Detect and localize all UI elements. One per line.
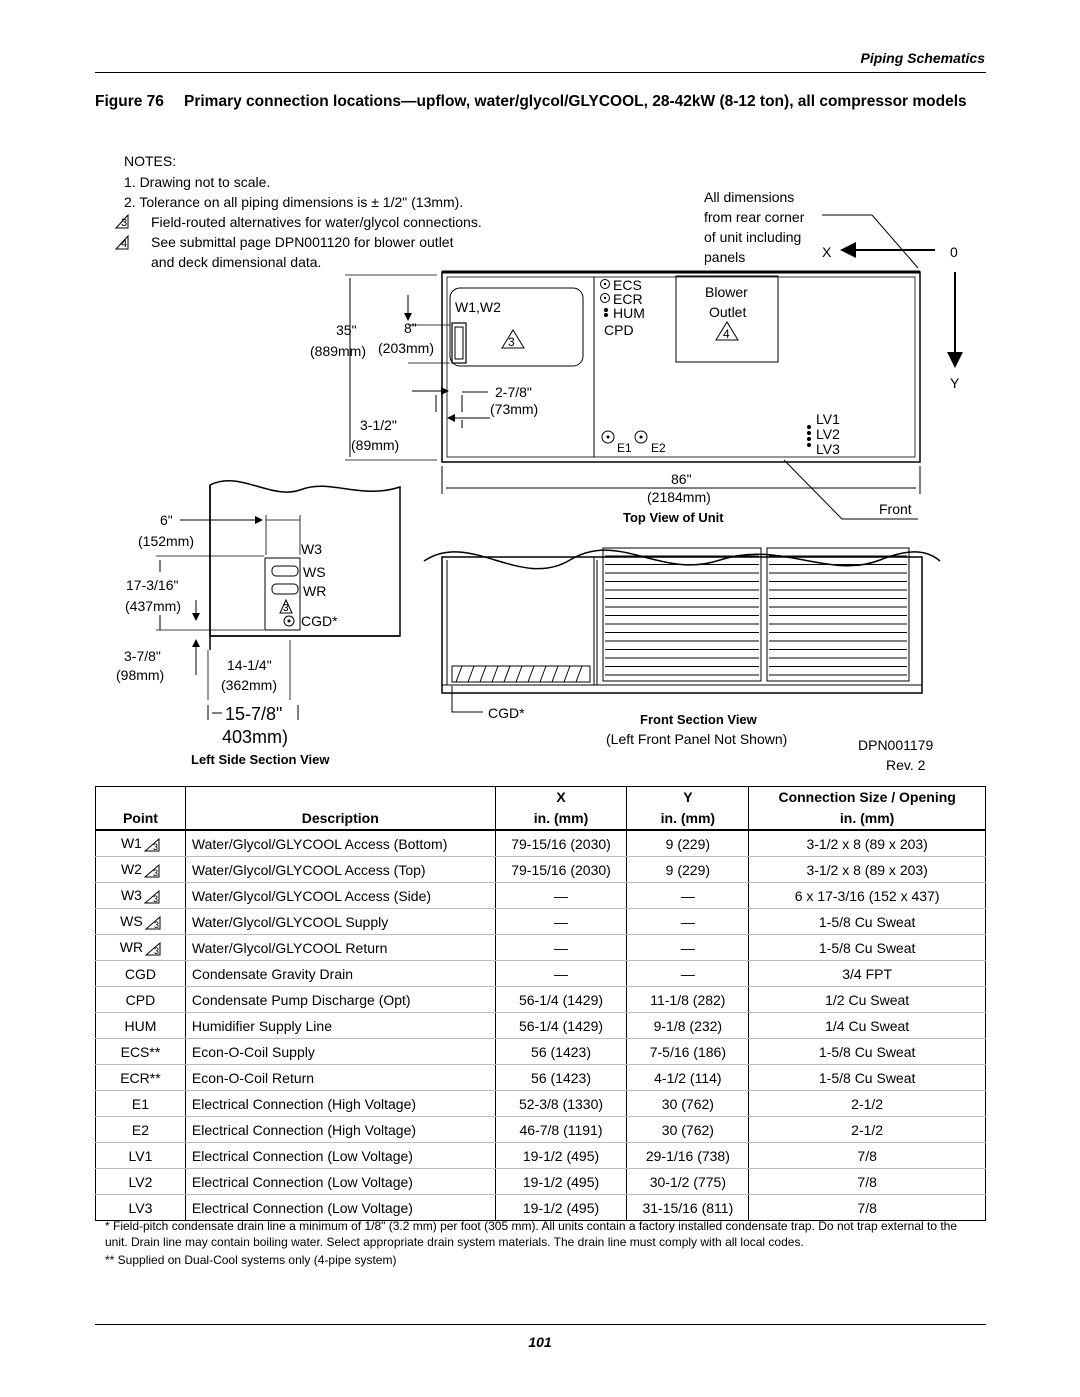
- cell-size: 3-1/2 x 8 (89 x 203): [749, 857, 986, 883]
- top-view-unit: [442, 272, 920, 462]
- w3-label: W3: [301, 541, 322, 557]
- dim-86: 86": [671, 471, 692, 487]
- cell-x: —: [495, 883, 627, 909]
- cell-size: 1/4 Cu Sweat: [749, 1013, 986, 1039]
- cell-point: W3 3: [96, 883, 186, 909]
- cell-point: ECS**: [96, 1039, 186, 1065]
- cell-point: WR 3: [96, 935, 186, 961]
- header-rule: [95, 72, 986, 73]
- col-point-header: Point: [96, 808, 186, 830]
- cell-size: 3-1/2 x 8 (89 x 203): [749, 830, 986, 857]
- dim-403: 403mm): [222, 727, 289, 747]
- cell-y: 29-1/16 (738): [627, 1143, 749, 1169]
- note-4-line1: See submittal page DPN001120 for blower outlet: [151, 234, 454, 250]
- footer-rule: [95, 1324, 986, 1325]
- cell-point: ECR**: [96, 1065, 186, 1091]
- dims-note-3: of unit including: [704, 229, 802, 245]
- cell-description: Electrical Connection (Low Voltage): [185, 1143, 495, 1169]
- footnote-2: ** Supplied on Dual-Cool systems only (4-pipe system): [105, 1253, 397, 1267]
- dim-14: 14-1/4": [227, 657, 272, 673]
- top-view-caption: Top View of Unit: [623, 510, 724, 525]
- cell-size: 1-5/8 Cu Sweat: [749, 909, 986, 935]
- svg-text:3: 3: [508, 335, 515, 349]
- table-row: [96, 1013, 986, 1039]
- cell-x: 56 (1423): [495, 1039, 627, 1065]
- cell-point: W1 3: [96, 830, 186, 857]
- dim-437: (437mm): [125, 598, 182, 614]
- dims-note-2: from rear corner: [704, 209, 805, 225]
- cell-x: 19-1/2 (495): [495, 1169, 627, 1195]
- table-row: [96, 1117, 986, 1143]
- cell-y: 9 (229): [627, 857, 749, 883]
- lv3-label: LV3: [816, 441, 840, 457]
- cell-point: LV2: [96, 1169, 186, 1195]
- origin-label: 0: [950, 244, 958, 260]
- svg-text:3: 3: [283, 603, 289, 614]
- front-panel-grille-right: [767, 548, 909, 681]
- dim-3-7-8: 3-7/8": [124, 648, 161, 664]
- footnotes: [105, 1218, 975, 1268]
- cell-size: 1-5/8 Cu Sweat: [749, 1065, 986, 1091]
- col-description-header: Description: [185, 808, 495, 830]
- w1w2-label: W1,W2: [455, 299, 501, 315]
- cell-y: —: [627, 883, 749, 909]
- piping-schematic-diagram: [0, 140, 1080, 780]
- cell-x: —: [495, 935, 627, 961]
- cell-y: 30 (762): [627, 1117, 749, 1143]
- figure-caption: Primary connection locations—upflow, water/glycol/GLYCOOL, 28-42kW (8-12 ton), all compressor models: [184, 93, 967, 110]
- left-view-caption: Left Side Section View: [191, 752, 330, 767]
- cgd-left-label: CGD*: [301, 613, 338, 629]
- cell-y: 4-1/2 (114): [627, 1065, 749, 1091]
- figure-label: Figure 76: [95, 93, 164, 110]
- cell-point: WS 3: [96, 909, 186, 935]
- cell-x: 79-15/16 (2030): [495, 857, 627, 883]
- dim-98: (98mm): [116, 667, 165, 683]
- cell-y: 9 (229): [627, 830, 749, 857]
- svg-text:3: 3: [152, 893, 158, 904]
- note-3-triangle-icon: [144, 864, 160, 878]
- table-row: [96, 1091, 986, 1117]
- cell-description: Water/Glycol/GLYCOOL Return: [185, 935, 495, 961]
- dim-17: 17-3/16": [126, 577, 179, 593]
- note-3-triangle: [116, 215, 128, 229]
- cell-x: —: [495, 909, 627, 935]
- e1-label: E1: [617, 441, 632, 455]
- cell-size: 7/8: [749, 1143, 986, 1169]
- cell-point: LV1: [96, 1143, 186, 1169]
- dims-note-4: panels: [704, 249, 746, 265]
- cell-x: 56-1/4 (1429): [495, 1013, 627, 1039]
- notes-heading: NOTES:: [124, 153, 177, 169]
- x-axis-label: X: [822, 244, 832, 260]
- cell-description: Water/Glycol/GLYCOOL Access (Bottom): [185, 830, 495, 857]
- ecr-label: ECR: [613, 291, 643, 307]
- cell-description: Condensate Gravity Drain: [185, 961, 495, 987]
- table-row: [96, 857, 986, 883]
- cell-description: Water/Glycol/GLYCOOL Access (Top): [185, 857, 495, 883]
- cell-size: 2-1/2: [749, 1117, 986, 1143]
- col-y-header: Y: [627, 787, 749, 809]
- table-row: [96, 830, 986, 857]
- dim-15: 15-7/8": [225, 704, 283, 724]
- table-row: [96, 1169, 986, 1195]
- cell-point: E2: [96, 1117, 186, 1143]
- cell-description: Water/Glycol/GLYCOOL Supply: [185, 909, 495, 935]
- cell-x: 79-15/16 (2030): [495, 830, 627, 857]
- outlet-label: Outlet: [709, 304, 747, 320]
- note-3-triangle-icon: [144, 838, 160, 852]
- table-row: [96, 1039, 986, 1065]
- cell-description: Electrical Connection (High Voltage): [185, 1091, 495, 1117]
- ws-label: WS: [303, 564, 326, 580]
- front-label: Front: [879, 501, 912, 517]
- dim-35: 35": [336, 322, 357, 338]
- cell-y: 9-1/8 (232): [627, 1013, 749, 1039]
- note-3: Field-routed alternatives for water/glycol connections.: [151, 214, 482, 230]
- cell-size: 1-5/8 Cu Sweat: [749, 1039, 986, 1065]
- cell-point: CPD: [96, 987, 186, 1013]
- note-3-triangle-icon: [144, 890, 160, 904]
- cell-x: 19-1/2 (495): [495, 1195, 627, 1221]
- dim-2-7-8: 2-7/8": [495, 384, 532, 400]
- dim-362: (362mm): [221, 677, 278, 693]
- cell-y: 31-15/16 (811): [627, 1195, 749, 1221]
- dim-889: (889mm): [310, 343, 367, 359]
- cell-x: 56-1/4 (1429): [495, 987, 627, 1013]
- cell-y: 30-1/2 (775): [627, 1169, 749, 1195]
- wr-label: WR: [303, 583, 327, 599]
- svg-text:3: 3: [121, 217, 128, 229]
- svg-text:4: 4: [723, 327, 730, 341]
- note-1: 1. Drawing not to scale.: [124, 174, 271, 190]
- cell-x: —: [495, 961, 627, 987]
- dim-6: 6": [160, 512, 173, 528]
- svg-text:3: 3: [152, 867, 158, 878]
- note-4-triangle: [116, 236, 128, 250]
- cell-size: 1-5/8 Cu Sweat: [749, 935, 986, 961]
- cell-y: 11-1/8 (282): [627, 987, 749, 1013]
- note-3-triangle-icon: [145, 916, 161, 930]
- dim-2184: (2184mm): [647, 489, 711, 505]
- cgd-front-label: CGD*: [488, 705, 525, 721]
- dim-89: (89mm): [351, 437, 400, 453]
- cell-y: —: [627, 935, 749, 961]
- front-view-caption: Front Section View: [640, 712, 757, 727]
- dim-73: (73mm): [490, 401, 539, 417]
- cell-description: Electrical Connection (High Voltage): [185, 1117, 495, 1143]
- footnote-1: * Field-pitch condensate drain line a minimum of 1/8" (3.2 mm) per foot (305 mm). All units contain a factory installed condensate trap. Do not trap external to the unit. Drain line may contain boiling water. Select appropriate drain system materials. The drain line must comply with all local codes.: [105, 1219, 958, 1249]
- dim-8: 8": [404, 320, 417, 336]
- cell-y: 30 (762): [627, 1091, 749, 1117]
- table-row: [96, 961, 986, 987]
- note-3-triangle-icon: [145, 942, 161, 956]
- cpd-label: CPD: [604, 322, 634, 338]
- dim-3-1-2: 3-1/2": [360, 417, 397, 433]
- cell-x: 52-3/8 (1330): [495, 1091, 627, 1117]
- cell-size: 7/8: [749, 1195, 986, 1221]
- cell-y: —: [627, 961, 749, 987]
- cell-description: Electrical Connection (Low Voltage): [185, 1195, 495, 1221]
- dims-note-1: All dimensions: [704, 189, 795, 205]
- lv1-label: LV1: [816, 411, 840, 427]
- cell-size: 3/4 FPT: [749, 961, 986, 987]
- page-number: 101: [528, 1334, 552, 1350]
- table-row: [96, 909, 986, 935]
- dim-203: (203mm): [378, 340, 435, 356]
- cell-size: 2-1/2: [749, 1091, 986, 1117]
- table-row: [96, 1195, 986, 1221]
- cell-description: Econ-O-Coil Return: [185, 1065, 495, 1091]
- y-axis-label: Y: [950, 375, 960, 391]
- table-row: [96, 883, 986, 909]
- hum-label: HUM: [613, 305, 645, 321]
- cell-description: Water/Glycol/GLYCOOL Access (Side): [185, 883, 495, 909]
- lv2-label: LV2: [816, 426, 840, 442]
- svg-text:3: 3: [152, 841, 158, 852]
- cell-size: 1/2 Cu Sweat: [749, 987, 986, 1013]
- front-view-subcaption: (Left Front Panel Not Shown): [606, 731, 788, 747]
- cell-size: 6 x 17-3/16 (152 x 437): [749, 883, 986, 909]
- section-title: Piping Schematics: [860, 50, 985, 66]
- col-x-header: X: [495, 787, 627, 809]
- col-y-units: in. (mm): [627, 808, 749, 830]
- table-row: [96, 935, 986, 961]
- leader-line: [822, 215, 918, 268]
- cell-point: HUM: [96, 1013, 186, 1039]
- e2-label: E2: [651, 441, 666, 455]
- col-x-units: in. (mm): [495, 808, 627, 830]
- dim-152: (152mm): [138, 533, 195, 549]
- svg-text:3: 3: [153, 919, 159, 930]
- cell-description: Condensate Pump Discharge (Opt): [185, 987, 495, 1013]
- cell-x: 56 (1423): [495, 1065, 627, 1091]
- cell-point: CGD: [96, 961, 186, 987]
- cell-point: W2 3: [96, 857, 186, 883]
- svg-text:3: 3: [154, 945, 160, 956]
- svg-text:4: 4: [121, 238, 128, 250]
- connections-table: [95, 786, 986, 1221]
- cell-point: LV3: [96, 1195, 186, 1221]
- cell-size: 7/8: [749, 1169, 986, 1195]
- cell-description: Econ-O-Coil Supply: [185, 1039, 495, 1065]
- blower-label: Blower: [705, 284, 748, 300]
- cell-description: Electrical Connection (Low Voltage): [185, 1169, 495, 1195]
- front-view-unit: [442, 557, 922, 693]
- note-2: 2. Tolerance on all piping dimensions is ± 1/2" (13mm).: [124, 194, 464, 210]
- cell-point: E1: [96, 1091, 186, 1117]
- front-panel-grille-left: [603, 548, 761, 681]
- table-row: [96, 1143, 986, 1169]
- cell-x: 46-7/8 (1191): [495, 1117, 627, 1143]
- col-size-header: Connection Size / Opening: [749, 787, 986, 809]
- table-row: [96, 1065, 986, 1091]
- cell-description: Humidifier Supply Line: [185, 1013, 495, 1039]
- tri3-left: [280, 600, 292, 614]
- dpn-label: DPN001179: [858, 737, 934, 753]
- col-size-units: in. (mm): [749, 808, 986, 830]
- front-view-break: [424, 550, 940, 569]
- table-row: [96, 987, 986, 1013]
- cell-x: 19-1/2 (495): [495, 1143, 627, 1169]
- note-4-line2: and deck dimensional data.: [151, 254, 322, 270]
- rev-label: Rev. 2: [886, 757, 926, 773]
- ecs-label: ECS: [613, 277, 642, 293]
- cell-y: —: [627, 909, 749, 935]
- cell-y: 7-5/16 (186): [627, 1039, 749, 1065]
